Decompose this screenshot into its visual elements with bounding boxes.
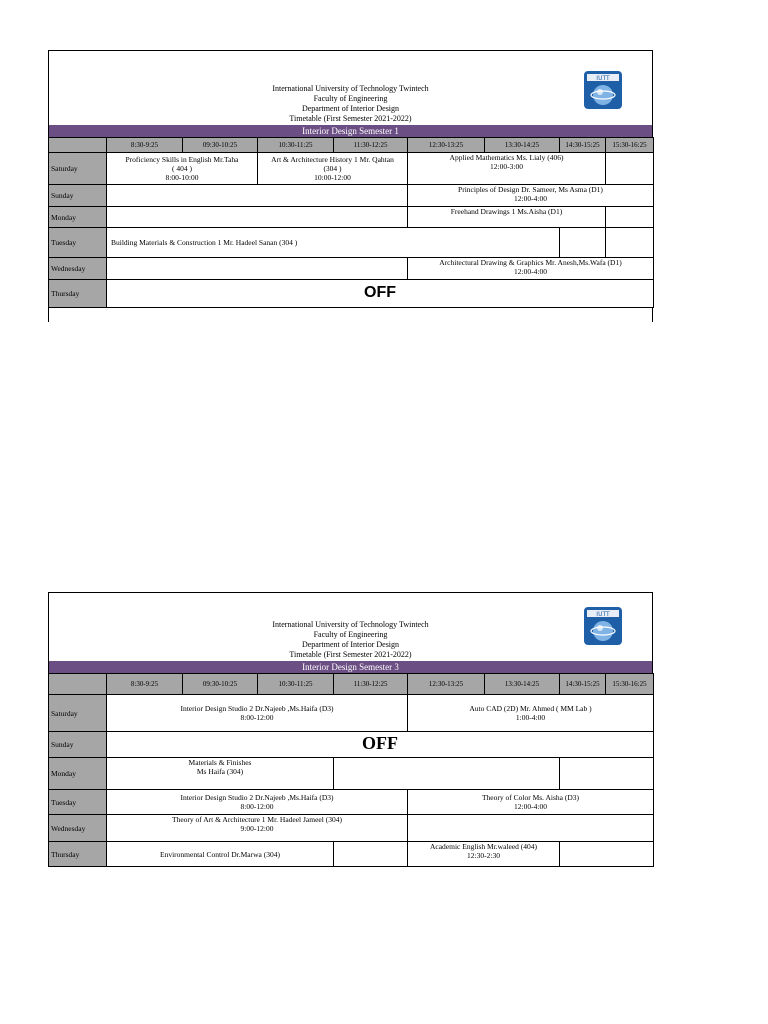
day-label: Sunday [49, 185, 107, 207]
logo-text: IUTT [596, 75, 610, 82]
class-title: Theory of Art & Architecture 1 Mr. Hadeel Jameel (304) [172, 815, 342, 824]
class-title: Interior Design Studio 2 Dr.Najeeb ,Ms.Haifa (D3) [180, 793, 334, 802]
class-cell [107, 790, 408, 815]
class-time: 12:00-4:00 [514, 194, 547, 203]
timetable-title: Timetable (First Semester 2021-2022) [289, 114, 412, 123]
off-cell [107, 280, 654, 308]
sheet-header [48, 592, 653, 661]
day-label: Saturday [49, 153, 107, 185]
department-name: Department of Interior Design [301, 640, 400, 649]
off-label: OFF [364, 284, 396, 301]
class-title: Architectural Drawing & Graphics Mr. Anesh,Ms.Wafa (D1) [439, 258, 622, 267]
class-cell [107, 815, 408, 842]
slot-header: 11:30-12:25 [334, 674, 408, 695]
class-title: Academic English Mr.waleed (404) [429, 842, 538, 851]
class-title: Applied Mathematics Ms. Lialy (406) [449, 153, 564, 162]
class-cell [408, 207, 606, 228]
slot-header: 8:30-9:25 [107, 138, 183, 153]
empty-cell [408, 815, 654, 842]
class-time: 1:00-4:00 [515, 713, 546, 722]
university-name: International University of Technology Twintech [272, 84, 429, 93]
class-time: 8:00-10:00 [165, 173, 199, 182]
day-label: Wednesday [49, 258, 107, 280]
day-label: Saturday [49, 695, 107, 732]
day-label: Sunday [49, 732, 107, 758]
day-label: Monday [49, 758, 107, 790]
class-time: 12:00-4:00 [514, 802, 547, 811]
class-title: Freehand Drawings 1 Ms.Aisha (D1) [450, 207, 563, 216]
logo-text: IUTT [596, 611, 610, 618]
class-title: Proficiency Skills in English Mr.Taha [125, 155, 239, 164]
empty-cell [334, 842, 408, 867]
day-label: Tuesday [49, 228, 107, 258]
slot-header: 13:30-14:25 [485, 674, 560, 695]
class-title: Interior Design Studio 2 Dr.Najeeb ,Ms.Haifa (D3) [180, 704, 334, 713]
class-title: Environmental Control Dr.Marwa (304) [160, 849, 280, 859]
slot-header: 09:30-10:25 [183, 674, 258, 695]
slot-header: 12:30-13:25 [408, 138, 485, 153]
day-label: Thursday [49, 842, 107, 867]
row-sunday [49, 185, 654, 207]
row-saturday [49, 695, 654, 732]
empty-cell [560, 758, 654, 790]
empty-cell [606, 207, 654, 228]
empty-cell [334, 758, 560, 790]
off-label: OFF [362, 732, 398, 753]
row-thursday [49, 842, 654, 867]
row-sunday [49, 732, 654, 758]
off-cell [107, 732, 654, 758]
sheet-header [48, 50, 653, 125]
row-tuesday [49, 228, 654, 258]
department-name: Department of Interior Design [301, 104, 400, 113]
row-thursday [49, 280, 654, 308]
timetable-title: Timetable (First Semester 2021-2022) [289, 650, 412, 659]
row-monday [49, 758, 654, 790]
row-wednesday [49, 815, 654, 842]
class-room: (304 ) [323, 164, 342, 173]
empty-cell [560, 228, 606, 258]
row-tuesday [49, 790, 654, 815]
faculty-name: Faculty of Engineering [313, 94, 388, 103]
slot-header-row [49, 674, 654, 695]
slot-header: 15:30-16:25 [606, 674, 654, 695]
class-time: 12:00-4:00 [514, 267, 547, 276]
slot-header: 10:30-11:25 [258, 138, 334, 153]
class-title: Building Materials & Construction 1 Mr. Hadeel Sanan (304 ) [111, 238, 298, 247]
day-label: Tuesday [49, 790, 107, 815]
class-time: 8:00-12:00 [240, 713, 274, 722]
class-cell [258, 153, 408, 185]
day-label: Wednesday [49, 815, 107, 842]
class-title: Theory of Color Ms. Aisha (D3) [481, 793, 580, 802]
class-title: Materials & Finishes [188, 758, 252, 767]
slot-header: 8:30-9:25 [107, 674, 183, 695]
header-text-block [49, 84, 652, 124]
class-cell [408, 695, 654, 732]
class-cell [408, 153, 606, 185]
slot-header: 15:30-16:25 [606, 138, 654, 153]
class-title: Art & Architecture History 1 Mr. Qahtan [271, 155, 394, 164]
class-cell [107, 758, 334, 790]
class-time: 10:00-12:00 [314, 173, 351, 182]
slot-header: 12:30-13:25 [408, 674, 485, 695]
empty-cell [107, 258, 408, 280]
class-time: 8:00-12:00 [240, 802, 274, 811]
university-logo-icon [584, 71, 622, 109]
university-name: International University of Technology Twintech [272, 620, 429, 629]
class-cell [408, 842, 560, 867]
class-instructor: Ms Haifa (304) [196, 767, 244, 776]
university-logo-icon [584, 607, 622, 645]
timetable-sheet-semester-3 [48, 592, 653, 867]
semester-title-bar: Interior Design Semester 3 [48, 661, 653, 673]
class-cell [408, 258, 654, 280]
empty-cell [107, 207, 408, 228]
class-title: Principles of Design Dr. Sameer, Ms Asma (D1) [458, 185, 603, 194]
class-time: 12:00-3:00 [490, 162, 523, 171]
slot-header: 10:30-11:25 [258, 674, 334, 695]
slot-header-row [49, 138, 654, 153]
slot-header: 14:30-15:25 [560, 138, 606, 153]
slot-header: 11:30-12:25 [334, 138, 408, 153]
class-time: 12:30-2:30 [467, 851, 500, 860]
class-cell [107, 228, 560, 258]
timetable-grid [48, 673, 654, 867]
semester-title-bar: Interior Design Semester 1 [48, 125, 653, 137]
day-label: Monday [49, 207, 107, 228]
empty-cell [107, 185, 408, 207]
sheet-tail [48, 308, 653, 322]
empty-cell [606, 228, 654, 258]
header-text-block [49, 620, 652, 660]
empty-cell [606, 153, 654, 185]
class-cell [107, 842, 334, 867]
class-cell [408, 790, 654, 815]
empty-cell [560, 842, 654, 867]
timetable-sheet-semester-1 [48, 50, 653, 322]
row-saturday [49, 153, 654, 185]
class-cell [107, 153, 258, 185]
corner-cell [49, 138, 107, 153]
slot-header: 14:30-15:25 [560, 674, 606, 695]
timetable-grid [48, 137, 654, 308]
class-room: ( 404 ) [172, 164, 192, 173]
class-time: 9:00-12:00 [240, 824, 274, 833]
class-title: Auto CAD (2D) Mr. Ahmed ( MM Lab ) [469, 704, 592, 713]
class-cell [408, 185, 654, 207]
slot-header: 09:30-10:25 [183, 138, 258, 153]
row-wednesday [49, 258, 654, 280]
class-cell [107, 695, 408, 732]
row-monday [49, 207, 654, 228]
corner-cell [49, 674, 107, 695]
faculty-name: Faculty of Engineering [313, 630, 388, 639]
day-label: Thursday [49, 280, 107, 308]
slot-header: 13:30-14:25 [485, 138, 560, 153]
